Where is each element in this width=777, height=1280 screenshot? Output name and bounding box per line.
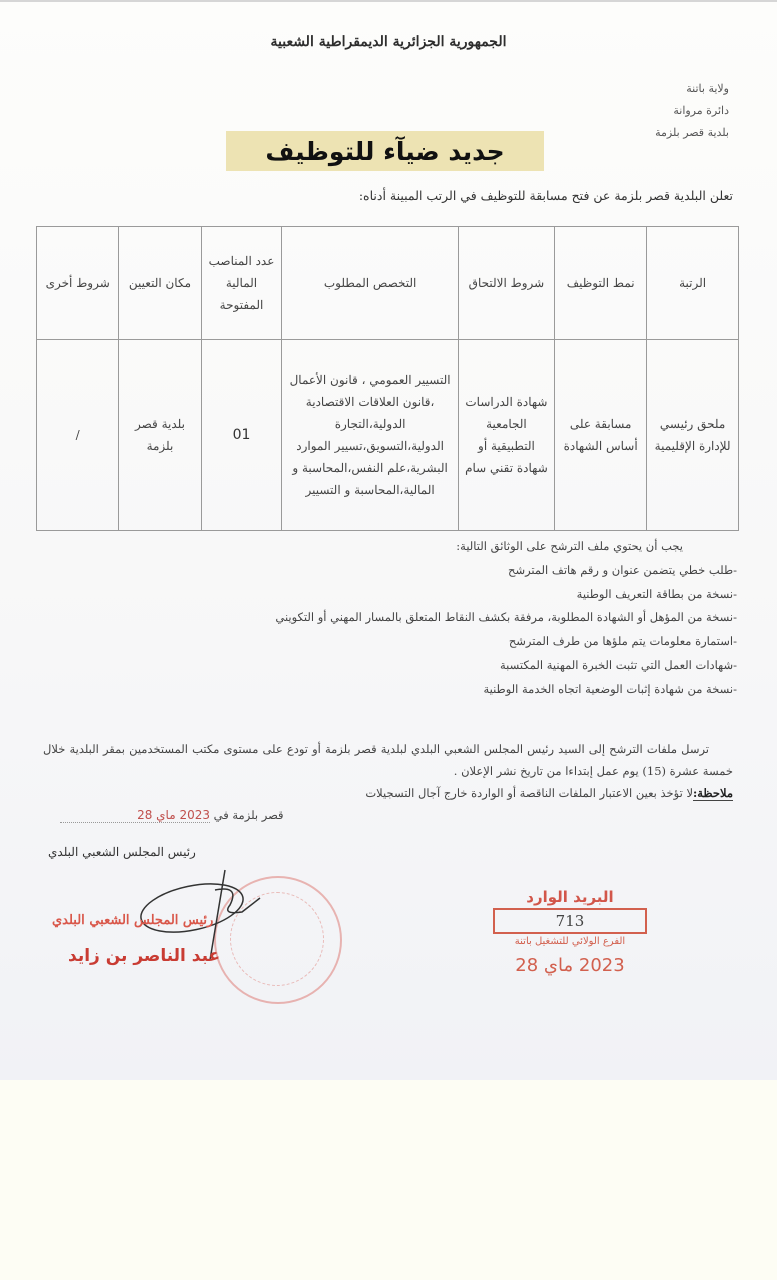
header-assignment-place: مكان التعيين (119, 227, 201, 340)
cell-recruitment-mode: مسابقة على أساس الشهادة (555, 340, 647, 531)
document-item: -طلب خطي يتضمن عنوان و رقم هاتف المترشح (508, 562, 737, 577)
place-and-date (60, 808, 284, 823)
mail-stamp-number: 713 (493, 908, 647, 934)
stamp-title: رئيس المجلس الشعبي البلدي (52, 913, 214, 928)
mail-stamp-branch: الفرع الولائي للتشغيل باتنة (514, 936, 626, 947)
header-positions-count: عدد المناصب المالية المفتوحة (201, 227, 282, 340)
document-item: -نسخة من شهادة إثبات الوضعية اتجاه الخدمة الوطنية (483, 681, 737, 696)
required-documents (275, 535, 737, 702)
commune-line: بلدية قصر بلزمة (655, 126, 729, 139)
signer-title: رئيس المجلس الشعبي البلدي (48, 845, 196, 859)
document-item: -نسخة من المؤهل أو الشهادة المطلوبة، مرفقة بكشف النقاط المتعلق بالمسار المهني أو التكويني (275, 610, 737, 625)
positions-table (36, 226, 739, 531)
document-item: -شهادات العمل التي تثبت الخبرة المهنية المكتسبة (500, 657, 737, 672)
header-recruitment-mode: نمط التوظيف (555, 227, 647, 340)
cell-conditions: شهادة الدراسات الجامعية التطبيقية أو شهادة تقني سام (458, 340, 554, 531)
documents-heading: يجب أن يحتوي ملف الترشح على الوثائق التالية: (456, 539, 683, 553)
cell-grade: ملحق رئيسي للإدارة الإقليمية (647, 340, 739, 531)
stamp-name: عبد الناصر بن زايد (68, 946, 221, 966)
table-header-row (37, 227, 739, 340)
daira-line: دائرة مروانة (673, 104, 729, 117)
document-item: -نسخة من بطاقة التعريف الوطنية (576, 586, 737, 601)
note-label: ملاحظة: (693, 786, 733, 800)
administrative-header (655, 78, 729, 144)
mail-stamp-date: 2023 ماي 28 (515, 955, 625, 976)
cell-assignment-place: بلدية قصر بلزمة (119, 340, 201, 531)
announcement-intro: تعلن البلدية قصر بلزمة عن فتح مسابقة للتوظيف في الرتب المبينة أدناه: (358, 188, 733, 203)
note-text: لا تؤخذ بعين الاعتبار الملفات الناقصة أو الواردة خارج آجال التسجيلات (365, 786, 694, 800)
document-item: -استمارة معلومات يتم ملؤها من طرف المترشح (508, 634, 737, 649)
submission-instructions (43, 738, 733, 782)
header-grade: الرتبة (647, 227, 739, 340)
cell-specialty: التسيير العمومي ، قانون الأعمال ،قانون العلاقات الاقتصادية الدولية،التجارة الدولية،التسويق،تسيير الموارد البشرية،علم النفس،المحاسبة و المالية،المحاسبة و التسيير (282, 340, 458, 531)
wilaya-line: ولاية باتنة (686, 82, 729, 95)
header-specialty: التخصص المطلوب (282, 227, 458, 340)
mail-stamp-title: البريد الوارد (526, 888, 614, 906)
republic-header: الجمهورية الجزائرية الديمقراطية الشعبية (270, 34, 507, 50)
watermark-banner: جديد ضيآء للتوظيف (226, 131, 544, 171)
cell-positions-count: 01 (201, 340, 282, 531)
blank-area (0, 1080, 777, 1280)
table-row (37, 340, 739, 531)
incoming-mail-stamp (480, 888, 660, 976)
note (365, 786, 733, 800)
handwritten-date: 2023 ماي 28 (60, 808, 210, 823)
submission-text: ترسل ملفات الترشح إلى السيد رئيس المجلس الشعبي البلدي لبلدية قصر بلزمة أو تودع على مستوى مكتب المستخدمين بمقر البلدية خلال خمسة عشرة (15) يوم عمل إبتداءا من تاريخ نشر الإعلان . (43, 742, 733, 778)
header-other-conditions: شروط أخرى (37, 227, 119, 340)
place-label: قصر بلزمة في (213, 808, 284, 822)
cell-other-conditions: / (37, 340, 119, 531)
header-conditions: شروط الالتحاق (458, 227, 554, 340)
